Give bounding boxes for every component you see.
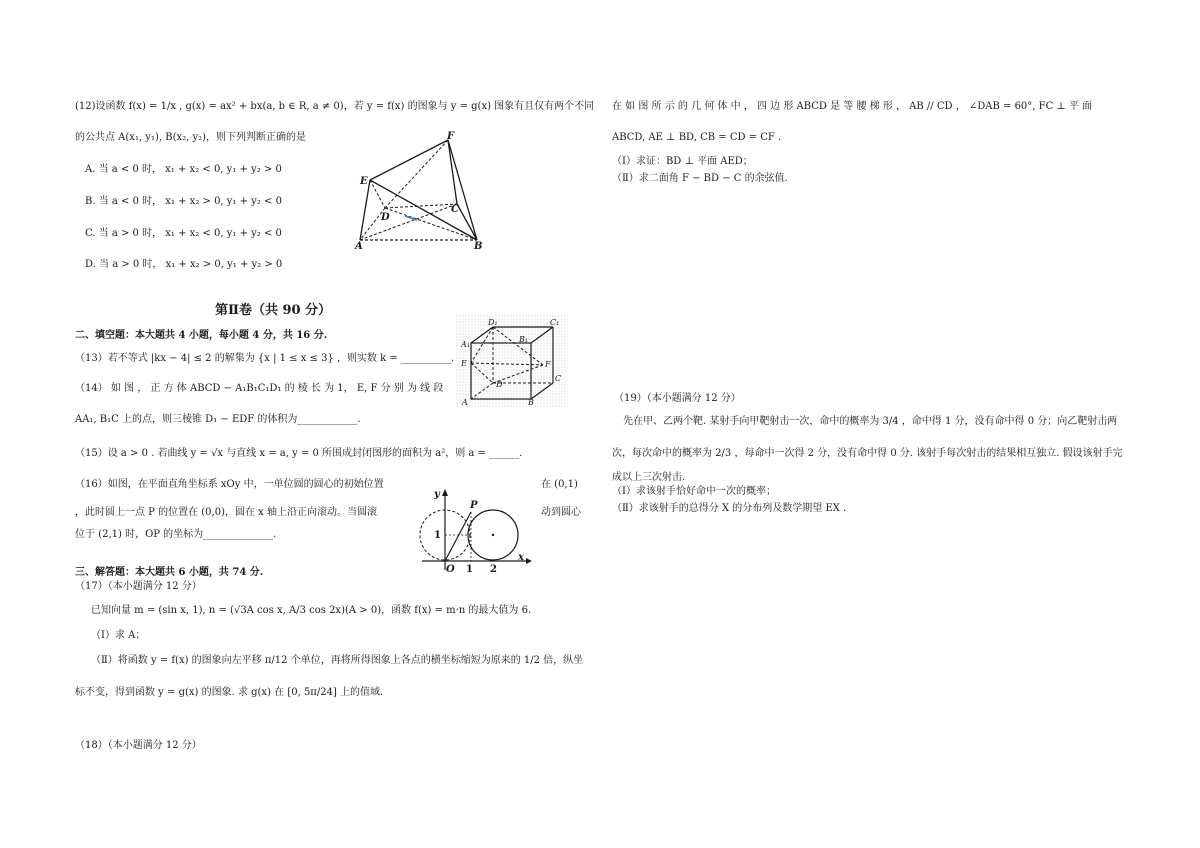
- edge-fd: [385, 140, 448, 208]
- q19-part-i: （Ⅰ）求该射手恰好命中一次的概率；: [612, 486, 776, 497]
- q19-line1: 先在甲、乙两个靶. 某射手向甲靶射击一次，命中的概率为 3/4 ，命中得 1 分，没有命中得 0 分；向乙靶射击两: [623, 416, 1118, 427]
- q17-heading: （17）（本小题满分 12 分）: [75, 581, 202, 592]
- label-two-x: 2: [490, 564, 497, 575]
- label-b: B: [474, 241, 483, 252]
- q12-line1: (12)设函数 f(x) = 1/x , g(x) = ax² + bx(a, b ∈ R, a ≠ 0)，若 y = f(x) 的图象与 y = g(x) 图象有且仅有两个不同: [75, 101, 595, 112]
- q18-heading: （18）（本小题满分 12 分）: [75, 740, 202, 751]
- q17-part-ii-line2: 标不变，得到函数 y = g(x) 的图象. 求 g(x) 在 [0, 5π/24] 上的值域.: [75, 687, 384, 698]
- label-p: P: [470, 500, 478, 511]
- q19-heading: （19）（本小题满分 12 分）: [614, 393, 741, 404]
- solve-section-header: 三、解答题：本大题共 6 小题，共 74 分.: [75, 567, 264, 578]
- segment-op: [445, 512, 471, 561]
- q14-line1: （14） 如 图 ， 正 方 体 ABCD − A₁B₁C₁D₁ 的 棱 长 为 1， E, F 分 别 为 线 段: [75, 383, 444, 394]
- q13: （13）若不等式 |kx − 4| ≤ 2 的解集为 {x | 1 ≤ x ≤ 3} ，则实数 k = __________.: [75, 353, 455, 364]
- label-o: O: [446, 564, 455, 575]
- q16-line1-end: 在 (0,1): [541, 479, 578, 490]
- q16-line3: 位于 (2,1) 时，OP 的坐标为______________.: [75, 529, 277, 540]
- q19-line2: 次，每次命中的概率为 2/3 ，每命中一次得 2 分，没有命中得 0 分. 该射手每次射击的结果相互独立. 假设该射手完: [612, 448, 1123, 459]
- q19-line3: 成以上三次射击.: [612, 472, 686, 483]
- label-d1: D₁: [488, 318, 498, 327]
- label-one-y: 1: [434, 530, 441, 541]
- q15: （15）设 a > 0 . 若曲线 y = √x 与直线 x = a, y = 0 所围成封闭图形的面积为 a²，则 a = ______.: [75, 448, 523, 459]
- q12-option-c: C. 当 a > 0 时， x₁ + x₂ < 0, y₁ + y₂ < 0: [85, 228, 282, 239]
- label-a: A: [355, 241, 363, 252]
- q18-line2: ABCD, AE ⊥ BD, CB = CD = CF .: [612, 132, 782, 143]
- edge-fe: [370, 140, 448, 180]
- label-x: x: [518, 552, 524, 563]
- x-axis-arrow: [526, 558, 532, 564]
- edge-ea: [360, 180, 370, 240]
- edge-db: [385, 208, 477, 240]
- q19-part-ii: （Ⅱ）求该射手的总得分 X 的分布列及数学期望 EX .: [612, 503, 847, 514]
- q17-part-i: （Ⅰ）求 A；: [91, 630, 146, 641]
- q12-option-d: D. 当 a > 0 时， x₁ + x₂ > 0, y₁ + y₂ > 0: [85, 259, 283, 270]
- label-b: B: [528, 398, 534, 407]
- edge-fc: [448, 140, 457, 204]
- fill-section-header: 二、填空题：本大题共 4 小题，每小题 4 分，共 16 分.: [75, 330, 328, 341]
- rolling-circle-figure: [412, 488, 532, 573]
- label-b1: B₁: [519, 335, 529, 344]
- q16-line1: （16）如图，在平面直角坐标系 xOy 中，一单位圆的圆心的初始位置: [75, 479, 384, 490]
- label-a: A: [462, 398, 468, 407]
- label-f: F: [447, 131, 455, 142]
- q17-part-ii: （Ⅱ）将函数 y = f(x) 的图象向左平移 π/12 个单位，再将所得图象上各点的横坐标缩短为原来的 1/2 倍，纵坐: [91, 655, 584, 666]
- y-axis-arrow: [442, 489, 448, 496]
- label-a1: A₁: [461, 340, 470, 349]
- label-c1: C₁: [550, 318, 560, 327]
- q18-part-ii: （Ⅱ）求二面角 F − BD − C 的余弦值.: [612, 173, 788, 184]
- edge-fb: [448, 140, 477, 240]
- edge-dc: [385, 204, 457, 208]
- q18-line1: 在 如 图 所 示 的 几 何 体 中 ， 四 边 形 ABCD 是 等 腰 梯 形 ， AB // CD ， ∠DAB = 60°, FC ⊥ 平 面: [612, 101, 1093, 112]
- q17-line1: 已知向量 m = (sin x, 1), n = (√3A cos x, A/3 cos 2x)(A > 0)，函数 f(x) = m·n 的最大值为 6.: [91, 605, 532, 616]
- label-y: y: [434, 489, 440, 500]
- q12-option-b: B. 当 a < 0 时， x₁ + x₂ > 0, y₁ + y₂ < 0: [85, 196, 282, 207]
- q14-line2: AA₁, B₁C 上的点，则三棱锥 D₁ − EDF 的体积为____________.: [75, 414, 361, 425]
- label-one-x: 1: [466, 564, 473, 575]
- circle-center: [492, 534, 494, 536]
- q18-part-i: （Ⅰ）求证：BD ⊥ 平面 AED；: [612, 156, 753, 167]
- q16-line2-end: 动到圆心: [541, 507, 581, 518]
- label-e: E: [461, 359, 467, 368]
- label-d: D: [496, 380, 503, 389]
- q12-line2: 的公共点 A(x₁, y₁), B(x₂, y₂)，则下列判断正确的是: [75, 132, 307, 143]
- part2-title: 第Ⅱ卷（共 90 分）: [215, 303, 332, 318]
- label-c: C: [555, 374, 562, 383]
- label-d: D: [381, 212, 390, 223]
- cube-figure: [456, 315, 568, 407]
- pyramid-figure: [355, 132, 490, 252]
- q16-line2: ，此时圆上一点 P 的位置在 (0,0)，圆在 x 轴上沿正向滚动。当圆滚: [75, 507, 377, 518]
- label-e: E: [360, 176, 368, 187]
- label-c: C: [451, 204, 459, 215]
- label-f: F: [545, 360, 551, 369]
- q12-option-a: A. 当 a < 0 时， x₁ + x₂ < 0, y₁ + y₂ > 0: [85, 164, 282, 175]
